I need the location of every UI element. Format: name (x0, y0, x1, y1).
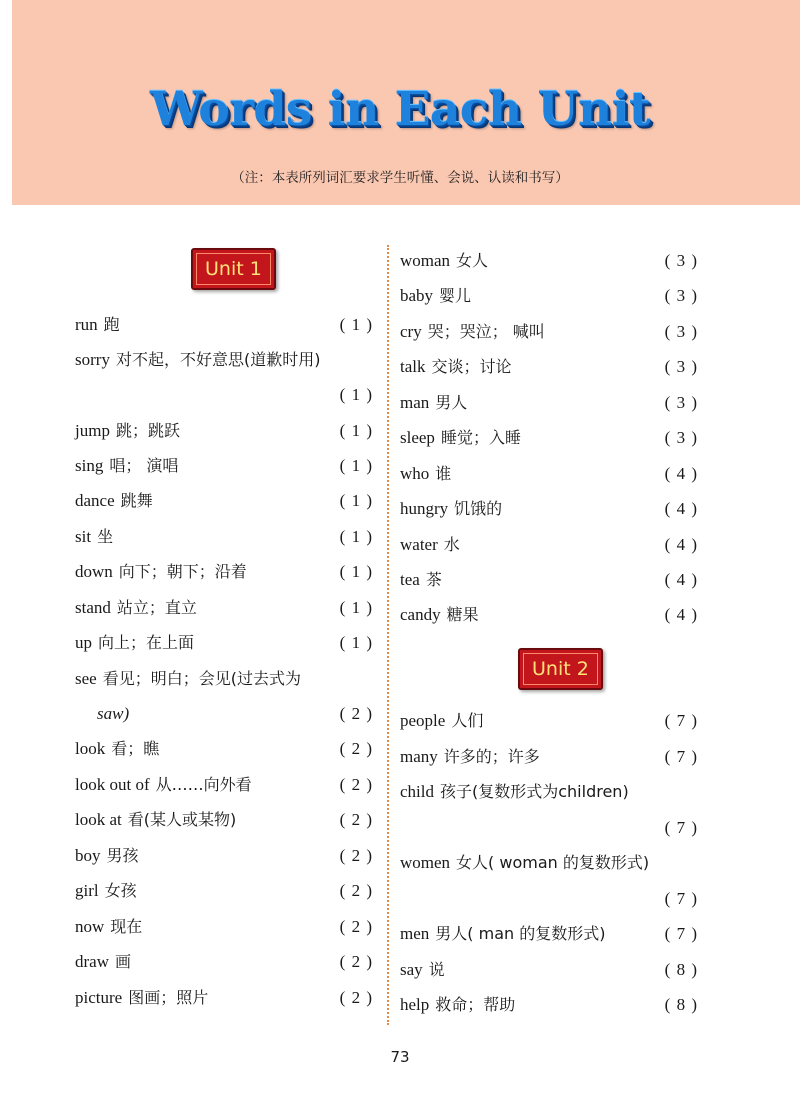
list-item: sleep 睡觉；入睡 ( 3 ) (400, 428, 698, 447)
list-item: tea 茶 ( 4 ) (400, 570, 698, 589)
list-item: saw) ( 2 ) (97, 704, 373, 723)
list-item: look out of 从……向外看 ( 2 ) (75, 775, 373, 794)
list-item: down 向下；朝下；沿着 ( 1 ) (75, 562, 373, 581)
unit-1-badge: Unit 1 (191, 248, 276, 290)
list-item: girl 女孩 ( 2 ) (75, 881, 373, 900)
list-item: cry 哭；哭泣； 喊叫 ( 3 ) (400, 322, 698, 341)
list-item: woman 女人 ( 3 ) (400, 251, 698, 270)
list-item: sorry 对不起，不好意思(道歉时用) (75, 350, 321, 369)
list-item: candy 糖果 ( 4 ) (400, 605, 698, 624)
column-divider (387, 245, 389, 1025)
list-item: talk 交谈；讨论 ( 3 ) (400, 357, 698, 376)
list-item: picture 图画；照片 ( 2 ) (75, 988, 373, 1007)
list-item: sing 唱； 演唱 ( 1 ) (75, 456, 373, 475)
list-item: draw 画 ( 2 ) (75, 952, 373, 971)
list-item: child 孩子(复数形式为children) (400, 782, 629, 801)
page-title: Words in Each Unit (149, 82, 651, 137)
list-item: baby 婴儿 ( 3 ) (400, 286, 698, 305)
list-item: look 看；瞧 ( 2 ) (75, 739, 373, 758)
list-item: boy 男孩 ( 2 ) (75, 846, 373, 865)
page-number: 73 (390, 1048, 410, 1066)
list-item: look at 看(某人或某物) ( 2 ) (75, 810, 373, 829)
list-item: many 许多的；许多 ( 7 ) (400, 747, 698, 766)
unit-2-badge: Unit 2 (518, 648, 603, 690)
header-note: （注：本表所列词汇要求学生听懂、会说、认读和书写） (231, 170, 569, 186)
list-item: hungry 饥饿的 ( 4 ) (400, 499, 698, 518)
list-item: people 人们 ( 7 ) (400, 711, 698, 730)
list-item: who 谁 ( 4 ) (400, 464, 698, 483)
list-item: say 说 ( 8 ) (400, 960, 698, 979)
list-item: jump 跳；跳跃 ( 1 ) (75, 421, 373, 440)
list-item: water 水 ( 4 ) (400, 535, 698, 554)
list-item: ( 7 ) (664, 889, 698, 908)
list-item: help 救命；帮助 ( 8 ) (400, 995, 698, 1014)
list-item: ( 1 ) (339, 385, 373, 404)
list-item: women 女人( woman 的复数形式) (400, 853, 650, 872)
list-item: ( 7 ) (664, 818, 698, 837)
list-item: see 看见；明白；会见(过去式为 (75, 669, 301, 688)
list-item: run 跑 ( 1 ) (75, 315, 373, 334)
list-item: stand 站立；直立 ( 1 ) (75, 598, 373, 617)
list-item: men 男人( man 的复数形式) ( 7 ) (400, 924, 698, 943)
list-item: man 男人 ( 3 ) (400, 393, 698, 412)
list-item: dance 跳舞 ( 1 ) (75, 491, 373, 510)
list-item: up 向上；在上面 ( 1 ) (75, 633, 373, 652)
list-item: sit 坐 ( 1 ) (75, 527, 373, 546)
list-item: now 现在 ( 2 ) (75, 917, 373, 936)
